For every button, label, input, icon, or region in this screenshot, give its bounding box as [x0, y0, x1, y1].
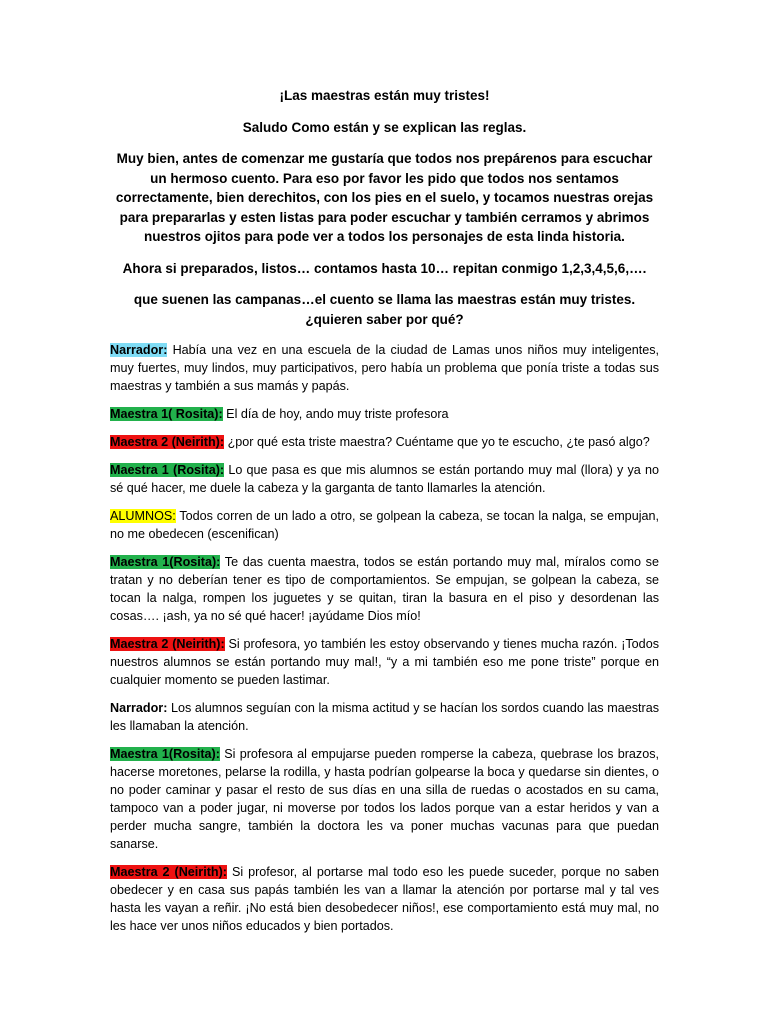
- dialogue-item: [110, 745, 659, 853]
- intro-paragraph: Muy bien, antes de comenzar me gustaría que todos nos prepárenos para escuchar un hermoso cuento. Para eso por favor les pido que todos nos sentamos correctamente, bien derechitos, con los pies en el suelo, y tocamos nuestras orejas para prepararlas y esten listas para poder escuchar y también cerramos y abrimos nuestros ojitos para pode ver a todos los personajes de esta linda historia.: [115, 151, 654, 245]
- document-title: ¡Las maestras están muy tristes!: [279, 88, 490, 103]
- speaker-label-neirith: Maestra 2 (Neirith):: [110, 435, 225, 450]
- dialogue-text: ¿por qué esta triste maestra? Cuéntame que yo te escucho, ¿te pasó algo?: [224, 435, 650, 450]
- dialogue-item: [110, 405, 659, 423]
- dialogue-item: [110, 699, 659, 735]
- speaker-label-rosita: Maestra 1(Rosita):: [110, 555, 221, 570]
- bells-line-2: ¿quieren saber por qué?: [305, 311, 464, 327]
- bells-block: [110, 290, 659, 329]
- dialogue-text: Los alumnos seguían con la misma actitud y se hacían los sordos cuando las maestras les llamaban la atención.: [110, 701, 659, 734]
- dialogue-text: Si profesor, al portarse mal todo eso les puede suceder, porque no saben obedecer y en casa sus papás también les van a llamar la atención por portarse mal y tal ves hasta les vayan a reñir. ¡No está bien desobedecer niños!, ese comportamiento está muy mal, no les hace ver unos niños educados y bien portados.: [110, 865, 659, 934]
- speaker-label-neirith: Maestra 2 (Neirith):: [110, 637, 225, 652]
- dialogue-text: Había una vez en una escuela de la ciudad de Lamas unos niños muy inteligentes, muy fuertes, muy lindos, muy participativos, pero había un problema que ponía triste a todas sus maestras y también a sus mamás y papás.: [110, 343, 659, 394]
- speaker-label-rosita: Maestra 1 (Rosita):: [110, 463, 225, 478]
- dialogue-item: [110, 863, 659, 935]
- dialogue-item: [110, 635, 659, 689]
- count-line: Ahora si preparados, listos… contamos hasta 10… repitan conmigo 1,2,3,4,5,6,….: [122, 260, 647, 276]
- speaker-label-rosita: Maestra 1(Rosita):: [110, 747, 220, 762]
- speaker-label-neirith: Maestra 2 (Neirith):: [110, 865, 227, 880]
- speaker-label-narrador: Narrador:: [110, 701, 168, 716]
- speaker-label-alumnos: ALUMNOS:: [110, 509, 176, 524]
- dialogue-text: Te das cuenta maestra, todos se están portando muy mal, míralos como se tratan y no deberían tener es tipo de comportamientos. Se empujan, se golpean la cabeza, se tocan la nalga, rompen los juguetes y se quitan, tiran la basura en el piso y desordenan las cosas…. ¡ash, ya no sé qué hacer! ¡ayúdame Dios mío!: [110, 555, 659, 624]
- dialogue-text: Si profesora, yo también les estoy observando y tienes mucha razón. ¡Todos nuestros alumnos se están portando muy mal!, “y a mi también eso me pone triste” porque en cualquier momento se pueden lastimar.: [110, 637, 659, 688]
- dialogue-text: El día de hoy, ando muy triste profesora: [222, 407, 449, 422]
- dialogue-item: [110, 461, 659, 497]
- dialogue-text: Todos corren de un lado a otro, se golpean la cabeza, se tocan la nalga, se empujan, no me obedecen (escenifican): [110, 509, 659, 542]
- dialogue-item: [110, 507, 659, 543]
- dialogue-item: [110, 341, 659, 395]
- dialogue-item: [110, 433, 659, 451]
- dialogue-text: Si profesora al empujarse pueden romperse la cabeza, quebrase los brazos, hacerse moretones, pelarse la rodilla, y hasta podrían golpearse la boca y quedarse sin dientes, o no poder caminar y pasar el resto de sus días en una silla de ruedas o acostados en su cama, tampoco van a poder jugar, ni moverse por todos los lados porque van a estar heridos y van a perder mucha sangre, también la doctora les va poner muchas vacunas para que puedan sanarse.: [110, 747, 659, 852]
- speaker-label-rosita: Maestra 1( Rosita):: [110, 407, 223, 422]
- dialogue-text: Lo que pasa es que mis alumnos se están portando muy mal (llora) y ya no sé qué hacer, me duele la cabeza y la garganta de tanto llamarles la atención.: [110, 463, 659, 496]
- bells-line-1: que suenen las campanas…el cuento se llama las maestras están muy tristes.: [133, 292, 636, 308]
- dialogue-item: [110, 553, 659, 625]
- greeting-line: Saludo Como están y se explican las reglas.: [242, 119, 527, 135]
- speaker-label-narrador: Narrador:: [110, 343, 168, 358]
